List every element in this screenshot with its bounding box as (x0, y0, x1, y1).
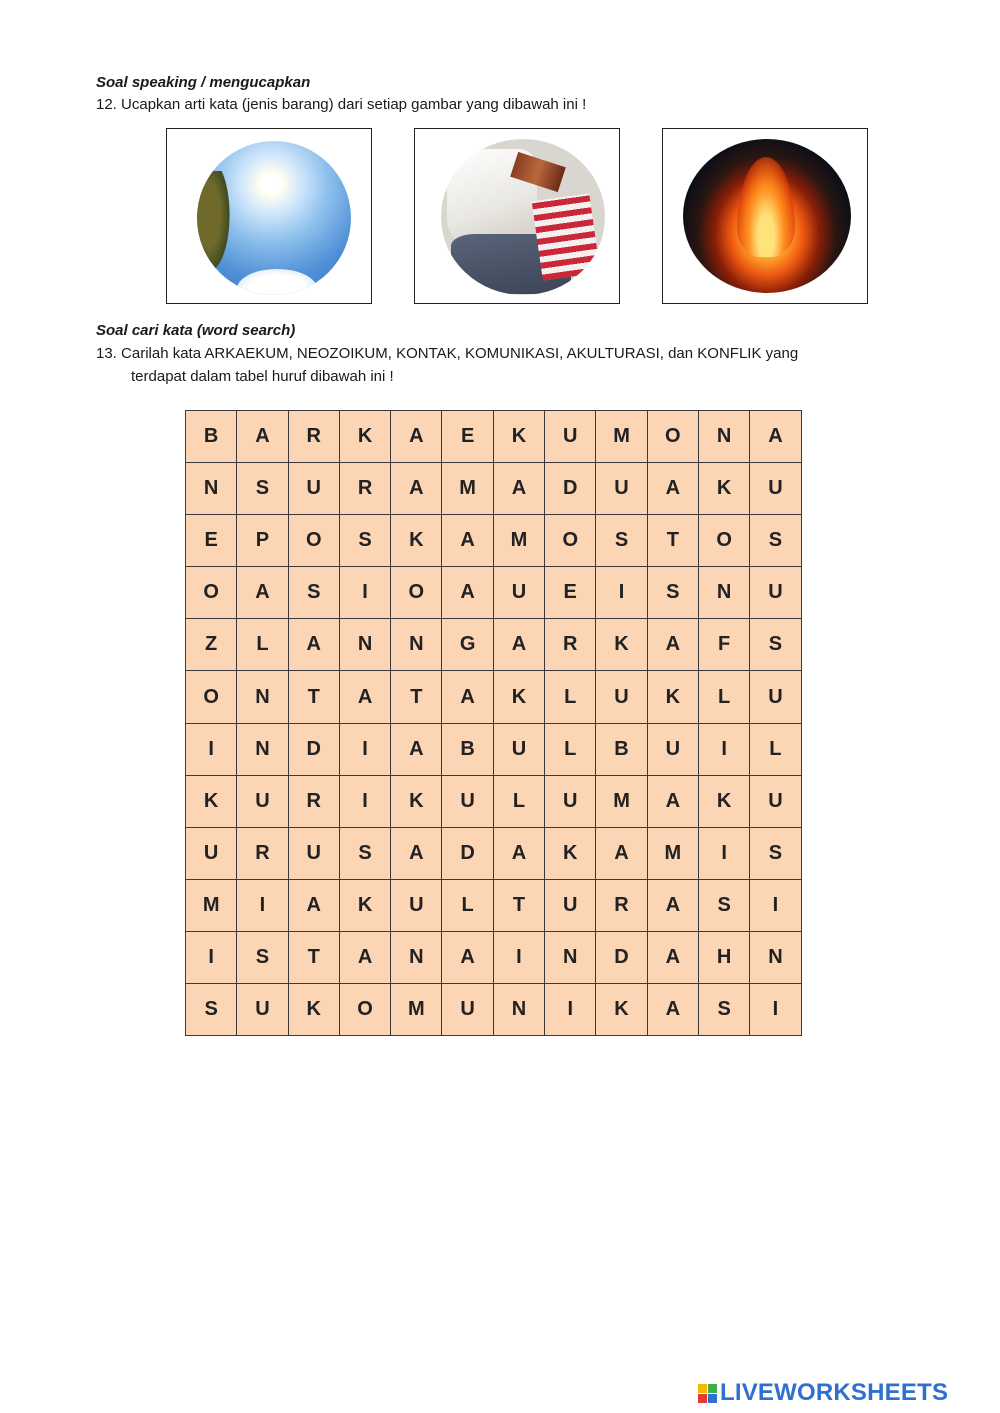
grid-cell[interactable]: A (442, 671, 493, 723)
grid-cell[interactable]: U (545, 411, 596, 463)
grid-cell[interactable]: I (493, 931, 544, 983)
grid-cell[interactable]: Z (186, 619, 237, 671)
logo-square (698, 1394, 707, 1403)
grid-cell[interactable]: K (596, 984, 647, 1036)
grid-cell[interactable]: O (186, 671, 237, 723)
grid-cell[interactable]: O (698, 515, 749, 567)
grid-cell[interactable]: M (442, 463, 493, 515)
grid-cell[interactable]: U (750, 463, 801, 515)
grid-cell[interactable]: P (237, 515, 288, 567)
grid-cell[interactable]: I (339, 723, 390, 775)
grid-cell[interactable]: T (391, 671, 442, 723)
grid-cell[interactable]: B (442, 723, 493, 775)
grid-cell[interactable]: D (545, 463, 596, 515)
grid-cell[interactable]: S (750, 515, 801, 567)
grid-row (186, 775, 802, 827)
grid-cell[interactable]: S (339, 827, 390, 879)
grid-cell[interactable]: U (750, 775, 801, 827)
grid-cell[interactable]: O (288, 515, 339, 567)
cloud (237, 269, 317, 295)
grid-cell[interactable]: F (698, 619, 749, 671)
grid-cell[interactable]: K (647, 671, 698, 723)
grid-cell[interactable]: A (339, 931, 390, 983)
grid-cell[interactable]: I (186, 931, 237, 983)
logo-square (708, 1384, 717, 1393)
grid-cell[interactable]: N (391, 931, 442, 983)
grid-cell[interactable]: S (750, 827, 801, 879)
grid-cell[interactable]: M (493, 515, 544, 567)
grid-cell[interactable]: T (493, 879, 544, 931)
grid-cell[interactable]: A (391, 463, 442, 515)
grid-row (186, 931, 802, 983)
grid-cell[interactable]: K (288, 984, 339, 1036)
grid-cell[interactable]: N (339, 619, 390, 671)
grid-cell[interactable]: A (391, 411, 442, 463)
grid-cell[interactable]: N (698, 567, 749, 619)
brand-name: LIVEWORKSHEETS (720, 1379, 949, 1406)
grid-cell[interactable]: K (493, 671, 544, 723)
grid-cell[interactable]: O (186, 567, 237, 619)
grid-row (186, 984, 802, 1036)
grid-cell[interactable]: I (339, 567, 390, 619)
striped-shirt (532, 193, 601, 280)
grid-cell[interactable]: O (545, 515, 596, 567)
grid-cell[interactable]: A (647, 775, 698, 827)
grid-cell[interactable]: K (391, 775, 442, 827)
grid-cell[interactable]: L (545, 671, 596, 723)
logo-square (698, 1384, 707, 1393)
grid-cell[interactable]: M (647, 827, 698, 879)
grid-row (186, 411, 802, 463)
grid-cell[interactable]: U (545, 775, 596, 827)
grid-cell[interactable]: E (545, 567, 596, 619)
grid-row (186, 827, 802, 879)
question-13-line2: terdapat dalam tabel huruf dibawah ini ! (131, 368, 394, 385)
grid-cell[interactable]: D (442, 827, 493, 879)
grid-cell[interactable]: K (493, 411, 544, 463)
grid-cell[interactable]: U (750, 567, 801, 619)
grid-cell[interactable]: L (237, 619, 288, 671)
image-frame-2 (414, 128, 620, 304)
grid-cell[interactable]: G (442, 619, 493, 671)
grid-cell[interactable]: L (750, 723, 801, 775)
grid-cell[interactable]: T (288, 931, 339, 983)
grid-cell[interactable]: U (545, 879, 596, 931)
liveworksheets-logo-icon (698, 1384, 717, 1403)
grid-cell[interactable]: R (596, 879, 647, 931)
grid-cell[interactable]: I (750, 984, 801, 1036)
grid-cell[interactable]: T (288, 671, 339, 723)
grid-cell[interactable]: U (237, 984, 288, 1036)
grid-cell[interactable]: B (596, 723, 647, 775)
grid-cell[interactable]: A (442, 567, 493, 619)
grid-cell[interactable]: I (237, 879, 288, 931)
grid-cell[interactable]: S (698, 984, 749, 1036)
grid-cell[interactable]: O (339, 984, 390, 1036)
grid-cell[interactable]: R (288, 411, 339, 463)
grid-cell[interactable]: I (596, 567, 647, 619)
grid-cell[interactable]: I (545, 984, 596, 1036)
grid-row (186, 723, 802, 775)
grid-cell[interactable]: U (596, 671, 647, 723)
clothes-image (441, 139, 605, 295)
grid-cell[interactable]: A (750, 411, 801, 463)
grid-cell[interactable]: N (545, 931, 596, 983)
grid-cell[interactable]: A (339, 671, 390, 723)
grid-cell[interactable]: E (442, 411, 493, 463)
grid-row (186, 463, 802, 515)
grid-cell[interactable]: K (545, 827, 596, 879)
grid-cell[interactable]: B (186, 411, 237, 463)
grid-cell[interactable]: A (493, 463, 544, 515)
grid-cell[interactable]: A (391, 827, 442, 879)
grid-cell[interactable]: S (750, 619, 801, 671)
grid-cell[interactable]: A (442, 515, 493, 567)
question-13-line1: 13. Carilah kata ARKAEKUM, NEOZOIKUM, KONTAK, KOMUNIKASI, AKULTURASI, dan KONFLIK yang (96, 345, 799, 362)
grid-cell[interactable]: S (647, 567, 698, 619)
grid-cell[interactable]: A (647, 463, 698, 515)
grid-cell[interactable]: R (545, 619, 596, 671)
grid-cell[interactable]: U (493, 567, 544, 619)
grid-cell[interactable]: S (237, 931, 288, 983)
grid-cell[interactable]: U (391, 879, 442, 931)
grid-cell[interactable]: N (237, 723, 288, 775)
image-frame-3 (662, 128, 868, 304)
grid-cell[interactable]: A (442, 931, 493, 983)
grid-cell[interactable]: K (596, 619, 647, 671)
grid-cell[interactable]: N (391, 619, 442, 671)
grid-cell[interactable]: A (288, 879, 339, 931)
grid-row (186, 619, 802, 671)
grid-cell[interactable]: R (237, 827, 288, 879)
question-12: 12. Ucapkan arti kata (jenis barang) dari setiap gambar yang dibawah ini ! (96, 96, 587, 113)
grid-cell[interactable]: T (647, 515, 698, 567)
grid-cell[interactable]: L (545, 723, 596, 775)
grid-cell[interactable]: N (750, 931, 801, 983)
grid-row (186, 567, 802, 619)
flame (737, 157, 795, 257)
campfire-image (683, 139, 851, 293)
grid-cell[interactable]: R (288, 775, 339, 827)
grid-cell[interactable]: L (493, 775, 544, 827)
grid-cell[interactable]: A (647, 619, 698, 671)
grid-cell[interactable]: S (339, 515, 390, 567)
word-search-grid (185, 410, 802, 1036)
grid-cell[interactable]: U (442, 775, 493, 827)
grid-cell[interactable]: I (186, 723, 237, 775)
grid-cell[interactable]: A (493, 827, 544, 879)
grid-cell[interactable]: A (237, 567, 288, 619)
heading-wordsearch: Soal cari kata (word search) (96, 322, 296, 339)
grid-cell[interactable]: D (596, 931, 647, 983)
grid-cell[interactable]: K (339, 411, 390, 463)
grid-cell[interactable]: U (493, 723, 544, 775)
grid-cell[interactable]: S (698, 879, 749, 931)
grid-cell[interactable]: A (288, 619, 339, 671)
grid-cell[interactable]: N (698, 411, 749, 463)
grid-cell[interactable]: A (647, 931, 698, 983)
grid-cell[interactable]: A (647, 879, 698, 931)
grid-cell[interactable]: I (339, 775, 390, 827)
grid-cell[interactable]: N (186, 463, 237, 515)
grid-cell[interactable]: O (647, 411, 698, 463)
liveworksheets-brand (698, 1378, 948, 1408)
grid-cell[interactable]: K (186, 775, 237, 827)
grid-cell[interactable]: S (288, 567, 339, 619)
grid-cell[interactable]: U (750, 671, 801, 723)
grid-cell[interactable]: I (698, 827, 749, 879)
grid-cell[interactable]: A (493, 619, 544, 671)
grid-cell[interactable]: K (698, 463, 749, 515)
grid-cell[interactable]: S (596, 515, 647, 567)
heading-speaking: Soal speaking / mengucapkan (96, 74, 311, 91)
grid-cell[interactable]: K (698, 775, 749, 827)
grid-cell[interactable]: A (237, 411, 288, 463)
grid-cell[interactable]: A (647, 984, 698, 1036)
grid-cell[interactable]: U (237, 775, 288, 827)
grid-cell[interactable]: H (698, 931, 749, 983)
grid-cell[interactable]: U (288, 827, 339, 879)
grid-cell[interactable]: N (237, 671, 288, 723)
logo-square (708, 1394, 717, 1403)
grid-cell[interactable]: E (186, 515, 237, 567)
grid-cell[interactable]: M (391, 984, 442, 1036)
grid-cell[interactable]: S (237, 463, 288, 515)
grid-cell[interactable]: K (391, 515, 442, 567)
grid-cell[interactable]: M (596, 411, 647, 463)
grid-cell[interactable]: M (186, 879, 237, 931)
grid-cell[interactable]: S (186, 984, 237, 1036)
grid-cell[interactable]: U (647, 723, 698, 775)
grid-cell[interactable]: D (288, 723, 339, 775)
grid-cell[interactable]: N (493, 984, 544, 1036)
grid-cell[interactable]: I (698, 723, 749, 775)
grid-cell[interactable]: R (339, 463, 390, 515)
tree-branch (197, 171, 233, 281)
sun-sky-image (197, 141, 351, 295)
grid-cell[interactable]: I (750, 879, 801, 931)
grid-cell[interactable]: O (391, 567, 442, 619)
grid-row (186, 671, 802, 723)
grid-row (186, 879, 802, 931)
grid-cell[interactable]: U (288, 463, 339, 515)
grid-cell[interactable]: A (596, 827, 647, 879)
image-frame-1 (166, 128, 372, 304)
grid-row (186, 515, 802, 567)
grid-cell[interactable]: K (339, 879, 390, 931)
grid-cell[interactable]: U (596, 463, 647, 515)
grid-cell[interactable]: U (186, 827, 237, 879)
grid-cell[interactable]: U (442, 984, 493, 1036)
grid-cell[interactable]: A (391, 723, 442, 775)
grid-cell[interactable]: M (596, 775, 647, 827)
grid-cell[interactable]: L (442, 879, 493, 931)
grid-cell[interactable]: L (698, 671, 749, 723)
